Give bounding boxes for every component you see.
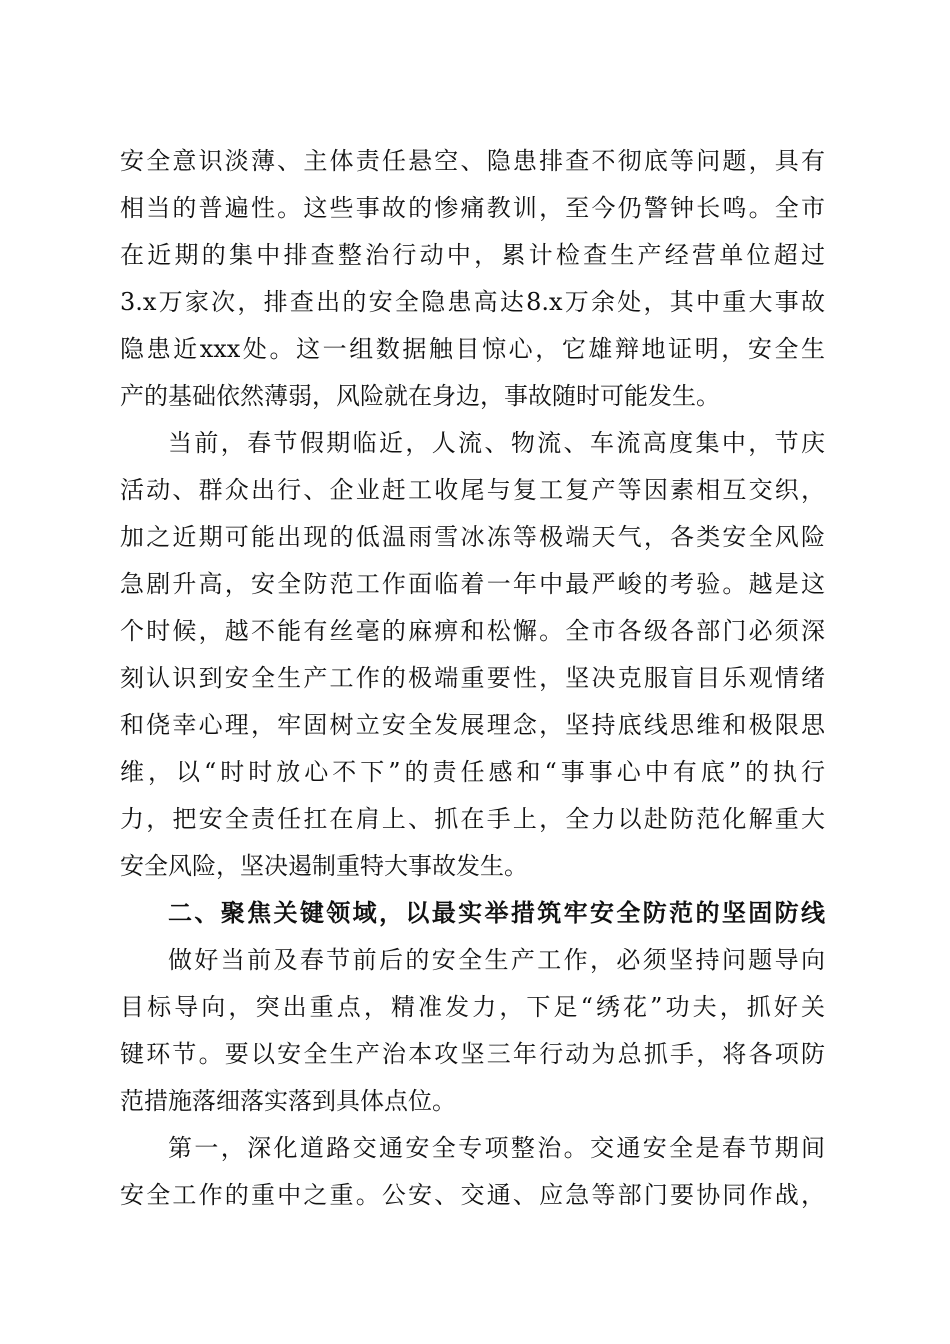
paragraph-line: 维，以“时时放心不下”的责任感和“事事心中有底”的执行	[120, 758, 825, 786]
paragraph-line: 急剧升高，安全防范工作面临着一年中最严峻的考验。越是这	[120, 570, 825, 598]
paragraph-line: 个时候，越不能有丝毫的麻痹和松懈。全市各级各部门必须深	[120, 617, 825, 645]
paragraph-first-line: 做好当前及春节前后的安全生产工作，必须坚持问题导向	[168, 946, 825, 974]
paragraph-line: 力，把安全责任扛在肩上、抓在手上，全力以赴防范化解重大	[120, 805, 825, 833]
paragraph-line: 安全工作的重中之重。公安、交通、应急等部门要协同作战，	[120, 1181, 825, 1209]
paragraph-line: 键环节。要以安全生产治本攻坚三年行动为总抓手，将各项防	[120, 1040, 825, 1068]
paragraph-line: 活动、群众出行、企业赶工收尾与复工复产等因素相互交织，	[120, 476, 825, 504]
paragraph-line: 3.x万家次，排查出的安全隐患高达8.x万余处，其中重大事故	[120, 288, 825, 316]
paragraph-line: 和侥幸心理，牢固树立安全发展理念，坚持底线思维和极限思	[120, 711, 825, 739]
paragraph-line: 安全风险，坚决遏制重特大事故发生。	[120, 852, 528, 880]
paragraph-first-line: 第一，深化道路交通安全专项整治。交通安全是春节期间	[168, 1134, 825, 1162]
paragraph-line: 安全意识淡薄、主体责任悬空、隐患排查不彻底等问题，具有	[120, 147, 825, 175]
paragraph-line: 隐患近xxx处。这一组数据触目惊心，它雄辩地证明，安全生	[120, 335, 825, 363]
paragraph-line: 相当的普遍性。这些事故的惨痛教训，至今仍警钟长鸣。全市	[120, 194, 825, 222]
paragraph-line: 在近期的集中排查整治行动中，累计检查生产经营单位超过	[120, 241, 825, 269]
section-heading: 二、聚焦关键领域，以最实举措筑牢安全防范的坚固防线	[168, 899, 825, 927]
paragraph-line: 刻认识到安全生产工作的极端重要性，坚决克服盲目乐观情绪	[120, 664, 825, 692]
paragraph-line: 产的基础依然薄弱，风险就在身边，事故随时可能发生。	[120, 382, 720, 410]
paragraph-line: 加之近期可能出现的低温雨雪冰冻等极端天气，各类安全风险	[120, 523, 825, 551]
paragraph-line: 范措施落细落实落到具体点位。	[120, 1087, 456, 1115]
paragraph-line: 目标导向，突出重点，精准发力，下足“绣花”功夫，抓好关	[120, 993, 825, 1021]
paragraph-first-line: 当前，春节假期临近，人流、物流、车流高度集中，节庆	[168, 429, 825, 457]
